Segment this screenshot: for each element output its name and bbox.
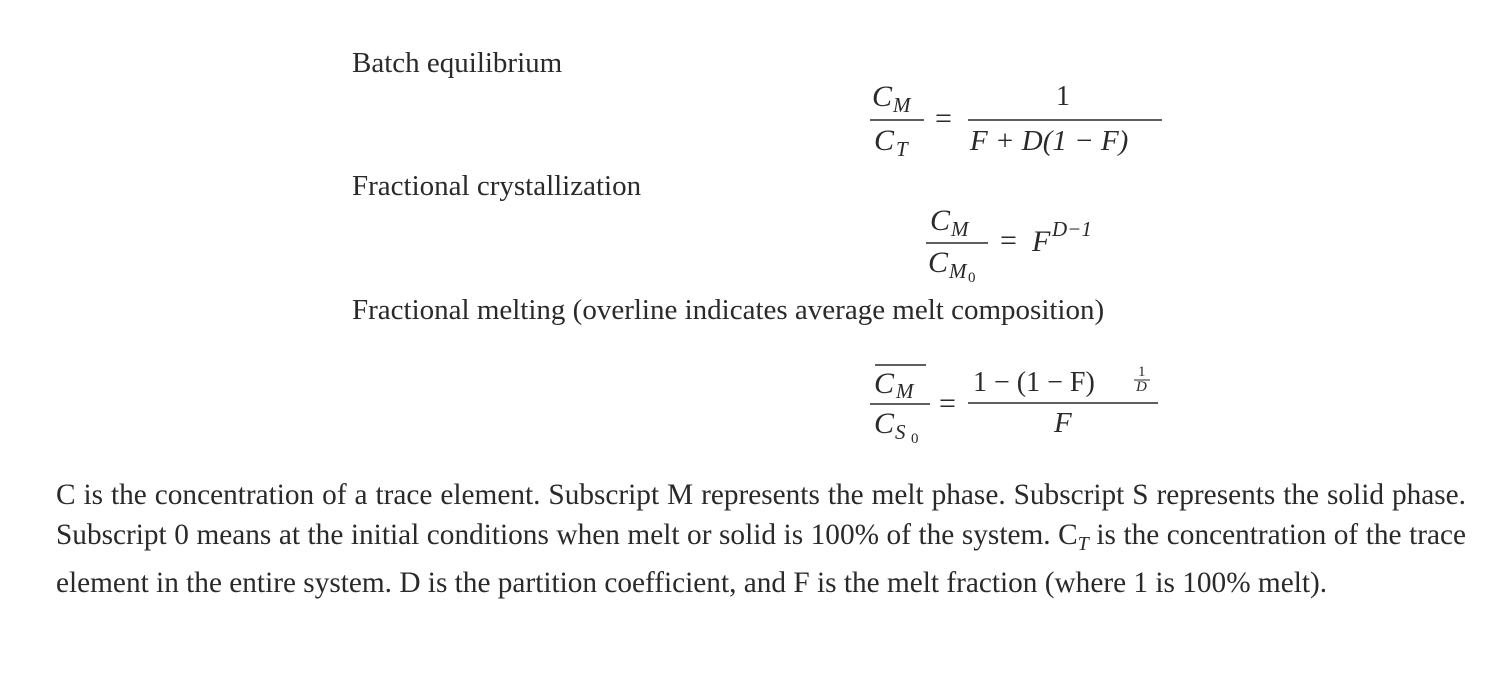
- lhs-numerator-sub: M: [893, 93, 911, 117]
- lhs-denominator-c: C: [928, 246, 949, 279]
- lhs-numerator-c: C: [930, 204, 951, 237]
- lhs-numerator-sub: M: [896, 379, 914, 403]
- crystallization-equation-svg: [920, 198, 1120, 288]
- rhs-exponent-numerator: 1: [1138, 364, 1146, 380]
- batch-equation-svg: [862, 74, 1172, 164]
- lhs-denominator-sub: T: [896, 137, 908, 161]
- rhs-denominator: F + D(1 − F): [970, 125, 1129, 157]
- equals-sign: =: [1000, 224, 1017, 257]
- lhs-denominator-c: C: [874, 407, 895, 440]
- lhs-denominator-subsub: 0: [968, 270, 976, 286]
- fractional-crystallization-heading: Fractional crystallization: [352, 170, 642, 202]
- caption-text-part1: C is the concentration of a trace element. Subscript M represents the melt phase. Subscript S represents the solid phase. Subscript 0 means at the initial conditions when melt or solid is 100% of the system. C: [56, 479, 1466, 551]
- lhs-numerator-sub: M: [951, 217, 969, 241]
- caption-text-part2: is the concentration of the trace element in the entire system. D is the partition coefficient, and F is the melt fraction (where 1 is 100% melt).: [56, 518, 1467, 599]
- fractional-melting-heading: Fractional melting (overline indicates average melt composition): [352, 294, 1105, 326]
- equals-sign: =: [939, 387, 956, 420]
- rhs-numerator: 1: [1056, 81, 1070, 112]
- batch-equilibrium-heading: Batch equilibrium: [352, 47, 563, 79]
- rhs-denominator: F: [1054, 407, 1072, 439]
- rhs-base: F: [1032, 225, 1051, 258]
- rhs-exponent-denominator: D: [1136, 379, 1147, 395]
- lhs-denominator-sub: M: [949, 259, 967, 283]
- rhs-numerator: 1 − (1 − F): [973, 367, 1095, 398]
- lhs-numerator-c: C: [872, 80, 893, 113]
- definitions-paragraph: [56, 476, 1466, 604]
- lhs-denominator-sub: S: [895, 420, 906, 444]
- lhs-denominator-subsub: 0: [911, 431, 919, 447]
- caption-subscript-t: T: [1077, 532, 1089, 555]
- fractional-melting-equation: [862, 358, 1172, 458]
- batch-equilibrium-equation: [862, 74, 1172, 164]
- equals-sign: =: [935, 102, 952, 135]
- melting-equation-svg: [862, 358, 1172, 458]
- lhs-numerator-c: C: [874, 367, 895, 400]
- fractional-crystallization-equation: [920, 198, 1120, 288]
- rhs-exponent: D−1: [1052, 217, 1092, 241]
- lhs-denominator-c: C: [874, 124, 895, 157]
